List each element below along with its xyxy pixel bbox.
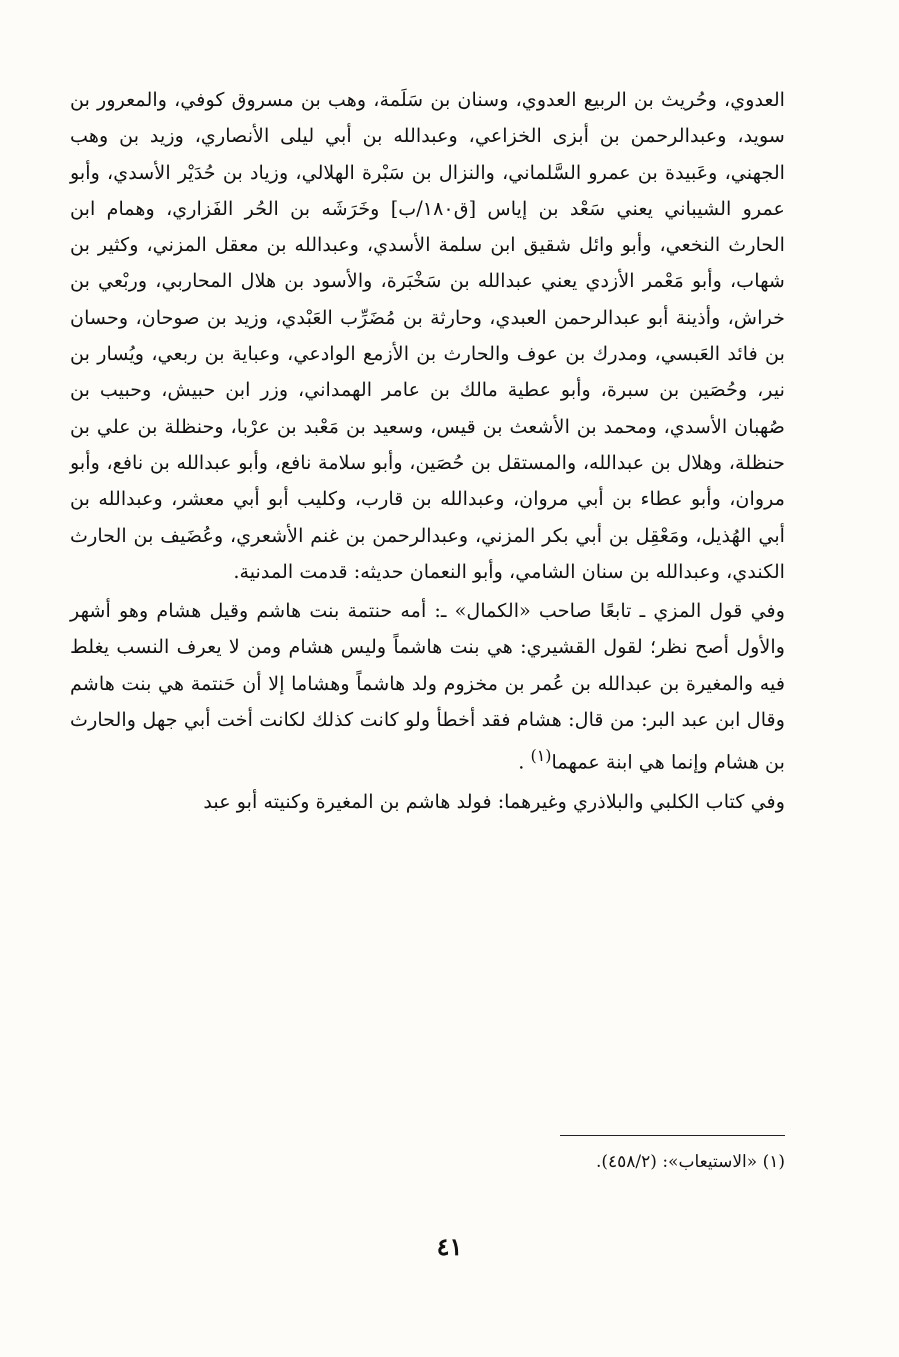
main-text bbox=[70, 82, 785, 820]
footnote: (١) «الاستيعاب»: (٤٥٨/٢). bbox=[595, 1152, 785, 1172]
page-number: ٤١ bbox=[436, 1232, 463, 1261]
paragraph-mother-lineage bbox=[70, 593, 785, 781]
paragraph-narrators-list: العدوي، وحُريث بن الربيع العدوي، وسنان بن سَلَمة، وهب بن مسروق كوفي، والمعرور بن سويد، وعبدالرحمن بن أبزى الخزاعي، وعبدالله بن أبي ليلى الأنصاري، وزيد بن وهب الجهني، وعَبيدة بن عمرو السَّلماني، والنزال بن سَبْرة الهلالي، وزياد بن حُدَيْر الأسدي، وأبو عمرو الشيباني يعني سَعْد بن إياس [ق١٨٠/ب] وخَرَشَه بن الحُر الفَزاري، وهمام ابن الحارث النخعي، وأبو وائل شقيق ابن سلمة الأسدي، وعبدالله بن معقل المزني، وكثير بن شهاب، وأبو مَعْمر الأزدي يعني عبدالله بن سَخْبَرة، والأسود بن هلال المحاربي، وربْعي بن خراش، وأذينة أبو عبدالرحمن العبدي، وحارثة بن مُضَرِّب العَبْدي، وزيد بن صوحان، وحسان بن فائد العَبسي، ومدرك بن عوف والحارث بن الأزمع الوادعي، وعباية بن ربعي، ويُسار بن نير، وحُصَين بن سبرة، وأبو عطية مالك بن عامر الهمداني، وزر ابن حبيش، وحبيب بن صُهبان الأسدي، ومحمد بن الأشعث بن قيس، وسعيد بن مَعْبد بن عرْبا، وحنظلة بن علي بن حنظلة، وهلال بن عبدالله، والمستقل بن حُصَين، وأبو سلامة نافع، وأبو عبدالله بن نافع، وأبو مروان، وأبو عطاء بن أبي مروان، وعبدالله بن قارب، وكليب أبو أبي معشر، وعبدالله بن أبي الهُذيل، ومَعْقِل بن أبي بكر المزني، وعبدالرحمن بن غنم الأشعري، وعُضَيف بن الحارث الكندي، وعبدالله بن سنان الشامي، وأبو النعمان حديثه: قدمت المدنية. bbox=[70, 88, 785, 583]
paragraph-end-mark: . bbox=[518, 750, 531, 774]
footnote-reference: (١) bbox=[530, 746, 552, 766]
paragraph-mother-lineage-text: وفي قول المزي ـ تابعًا صاحب «الكمال» ـ: أمه حنتمة بنت هاشم وقيل هشام وهو أشهر والأول أصح نظر؛ لقول القشيري: هي بنت هاشماً وليس هشام ومن لا يعرف النسب يغلط فيه والمغيرة بن عبدالله بن عُمر بن مخزوم ولد هاشماً وهشاما إلا أن حَنتمة هي بنت هاشم وقال ابن عبد البر: من قال: هشام فقد أخطأ ولو كانت كذلك لكانت أخت أبي جهل والحارث بن هشام وإنما هي ابنة عمهما bbox=[70, 599, 785, 774]
paragraph-kalbi-baladhuri: وفي كتاب الكلبي والبلاذري وغيرهما: فولد هاشم بن المغيرة وكنيته أبو عبد bbox=[203, 790, 785, 814]
footnote-separator bbox=[560, 1135, 785, 1136]
